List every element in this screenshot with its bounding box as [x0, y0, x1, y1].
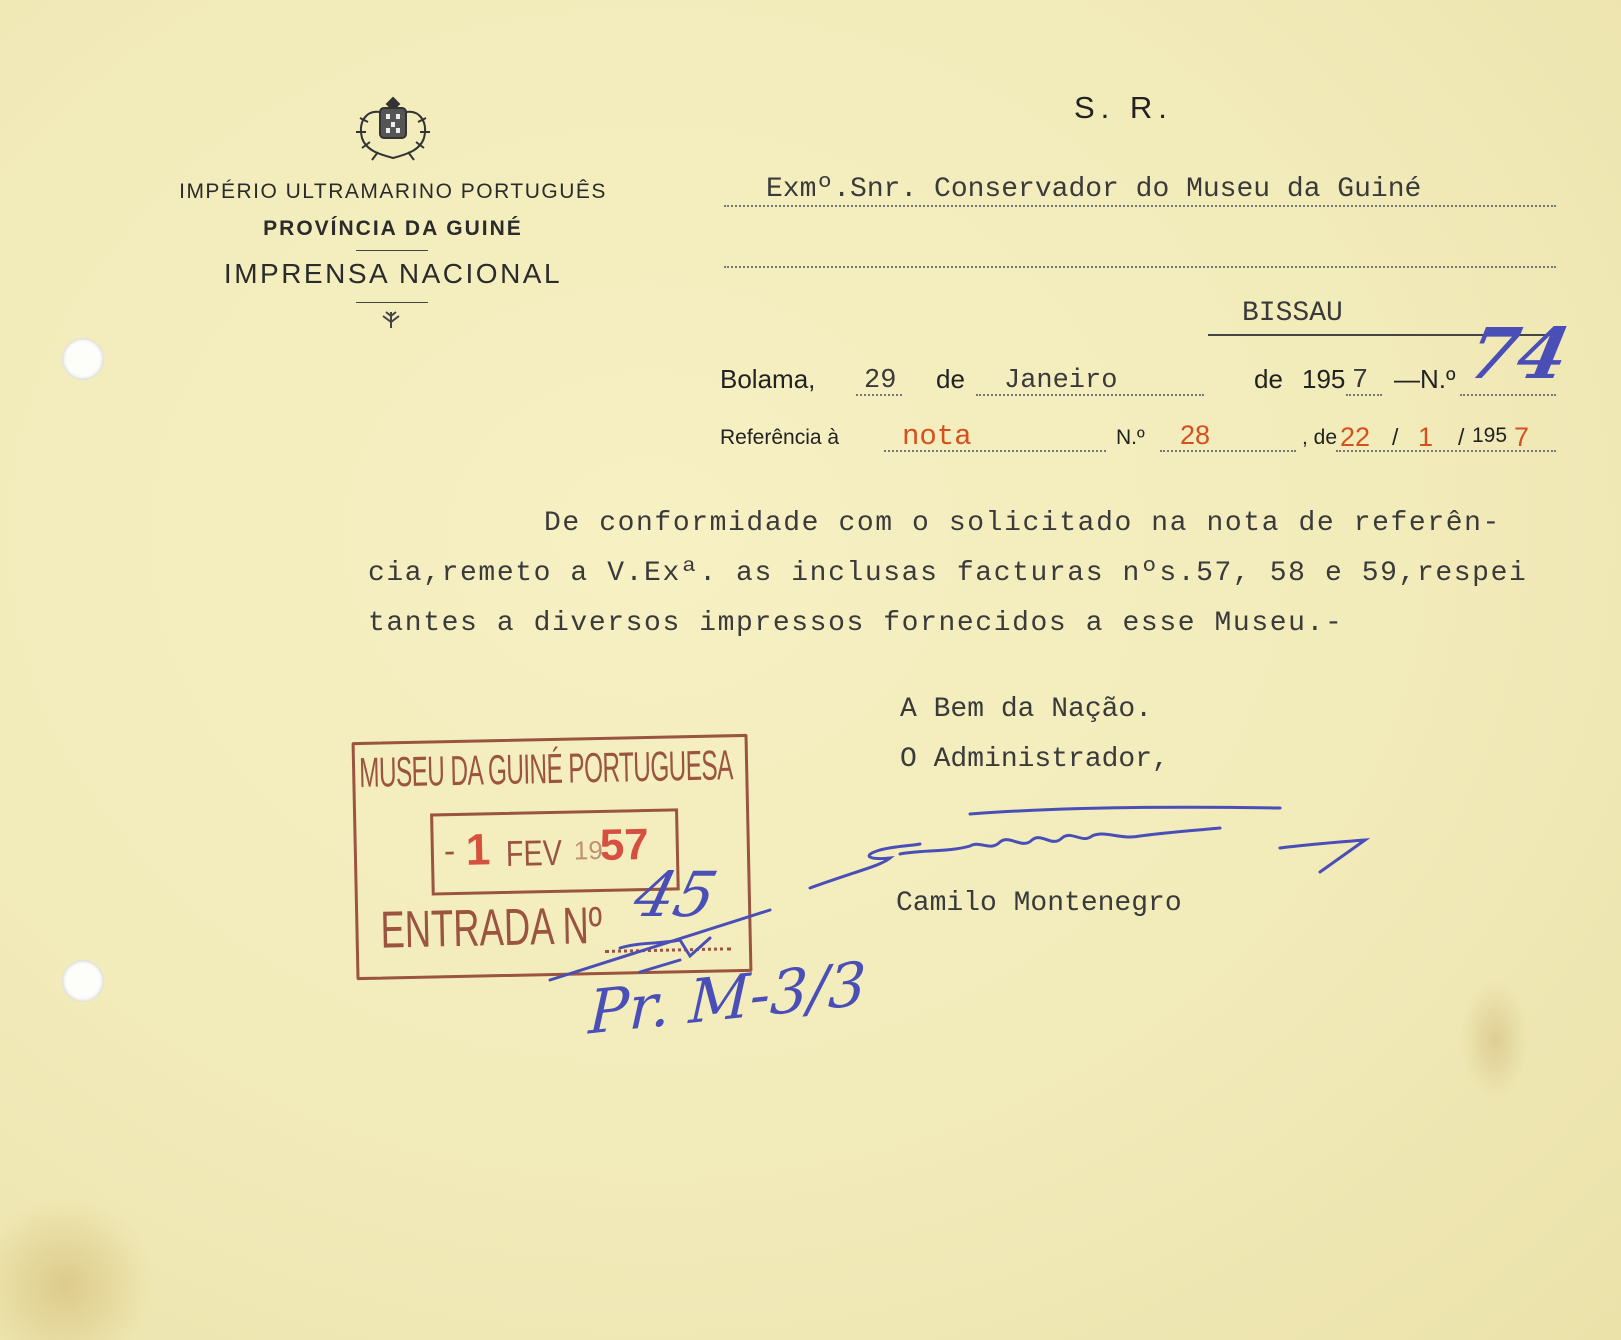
stamp-header: MUSEU DA GUINÉ PORTUGUESA	[358, 741, 734, 797]
addressee-city: BISSAU	[1242, 298, 1343, 329]
reference-sep-2: /	[1458, 424, 1465, 450]
letter-number-label: —N.º	[1394, 364, 1456, 394]
letter-number-handwritten: 74	[1461, 312, 1577, 395]
date-month: Janeiro	[1004, 366, 1118, 396]
signatory-name: Camilo Montenegro	[896, 888, 1182, 919]
date-de-1: de	[936, 364, 965, 394]
date-year-prefix: 195	[1302, 364, 1346, 394]
service-mark: S. R.	[1074, 90, 1173, 125]
stamp-entry-number-handwritten: 45	[626, 858, 725, 931]
water-stain	[1460, 980, 1530, 1100]
reference-no-value: 28	[1180, 420, 1211, 450]
reference-no-label: N.º	[1116, 426, 1145, 449]
signature	[800, 800, 1380, 900]
letterhead-press: IMPRENSA NACIONAL	[223, 258, 563, 289]
stamp-date-month: FEV	[505, 831, 563, 874]
letterhead-divider	[356, 302, 428, 303]
reference-label: Referência à	[720, 426, 840, 449]
address-dotted-line	[724, 266, 1556, 268]
reference-month: 1	[1418, 422, 1434, 452]
stamp-date-year-prefix: 19	[573, 834, 604, 866]
reference-year-digit: 7	[1514, 422, 1530, 452]
stamp-date-prefix: -	[443, 832, 456, 871]
stamp-date-year-suffix: 57	[599, 819, 650, 870]
body-line-3: tantes a diversos impressos fornecidos a esse Museu.-	[368, 608, 1344, 639]
date-day: 29	[864, 366, 897, 396]
date-de-2: de	[1254, 364, 1283, 394]
letterhead-province: PROVÍNCIA DA GUINÉ	[263, 217, 523, 240]
punch-hole-bottom	[62, 960, 104, 1002]
water-stain	[0, 1200, 160, 1340]
addressee-line: Exmº.Snr. Conservador do Museu da Guiné	[766, 174, 1422, 205]
coat-of-arms-icon	[348, 92, 438, 164]
punch-hole-top	[62, 338, 104, 380]
address-dotted-line	[724, 205, 1556, 207]
reference-sep-1: /	[1392, 424, 1399, 450]
date-place: Bolama,	[720, 364, 816, 394]
letterhead-empire: IMPÉRIO ULTRAMARINO PORTUGUÊS	[179, 180, 607, 203]
closing-title: O Administrador,	[900, 744, 1169, 775]
letterhead-divider	[356, 250, 428, 251]
reference-type: nota	[902, 420, 972, 453]
date-year-digit: 7	[1352, 366, 1369, 396]
stamp-date-day: 1	[465, 825, 491, 875]
stamp-entrada-label: ENTRADA Nº	[379, 896, 603, 960]
body-line-1: De conformidade com o solicitado na nota de referên-	[544, 508, 1501, 539]
flower-ornament-icon	[378, 310, 404, 330]
handwritten-filing-note: Pr. M-3/3	[587, 948, 868, 1049]
reference-day: 22	[1340, 422, 1371, 452]
closing-salutation: A Bem da Nação.	[900, 694, 1153, 725]
body-line-2: cia,remeto a V.Exª. as inclusas facturas nºs.57, 58 e 59,respei	[368, 558, 1528, 589]
reference-de-label: , de	[1302, 426, 1338, 449]
reference-year-prefix: 195	[1472, 424, 1508, 447]
